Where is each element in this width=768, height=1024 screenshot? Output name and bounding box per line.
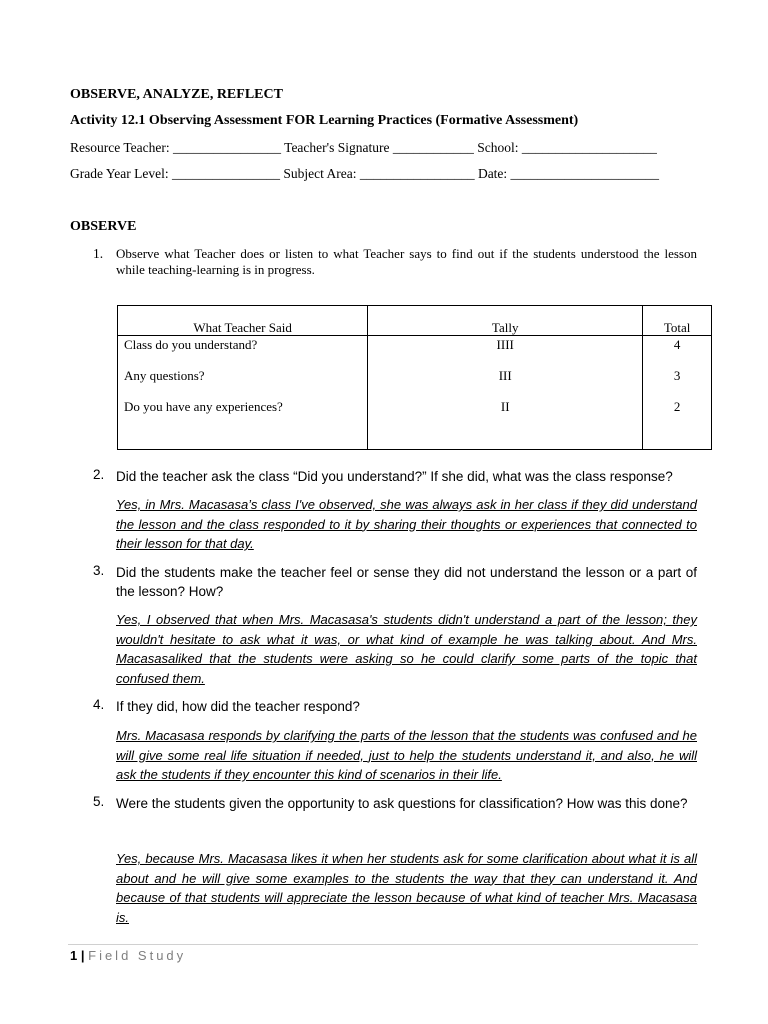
grade-level-line: Grade Year Level: ________________ Subject Area: _________________ Date: ______________________: [70, 166, 660, 181]
q5-answer: Yes, because Mrs. Macasasa likes it when her students ask for some clarification about what it is all about and he will give some examples to the students the way that they can understand it. And because of that students will appreciate the lesson because of what kind of teacher Mrs. Macasasa is.: [116, 851, 697, 925]
q4-text: If they did, how did the teacher respond?: [116, 699, 360, 714]
q2-text: Did the teacher ask the class “Did you understand?” If she did, what was the class response?: [116, 469, 673, 484]
q3-answer: Yes, I observed that when Mrs. Macasasa's students didn't understand a part of the lesson; they wouldn't hesitate to ask what it was, or what kind of example he was talking about. And Mrs. Macasasaliked that the students were asking so he could clarify some parts of the topic that confused them.: [116, 612, 697, 686]
q4-number: 4.: [93, 697, 105, 712]
tally-table: [117, 305, 712, 450]
resource-teacher-line: Resource Teacher: ________________ Teacher's Signature ____________ School: ____________________: [70, 140, 657, 155]
tally-cell: IIII: [496, 337, 514, 352]
footer-title: Field Study: [88, 948, 187, 963]
header-total: Total: [663, 320, 691, 335]
total-cell: 3: [673, 368, 681, 383]
footer-divider: [68, 944, 698, 945]
header-tally: Tally: [491, 320, 519, 335]
q2-answer: Yes, in Mrs. Macasasa’s class I've observed, she was always ask in her class if they did understand the lesson and the class responded to it by sharing their thoughts or experiences that connected to their lesson for that day.: [116, 497, 697, 551]
q5-number: 5.: [93, 794, 105, 809]
header-what-teacher-said: What Teacher Said: [193, 320, 292, 335]
said-cell: Class do you understand?: [124, 337, 258, 352]
footer-separator: |: [80, 948, 85, 963]
observe-heading: OBSERVE: [70, 219, 137, 234]
footer: [70, 948, 186, 963]
section-title: OBSERVE, ANALYZE, REFLECT: [70, 87, 283, 102]
total-column: [643, 306, 712, 450]
q1-text: Observe what Teacher does or listen to what Teacher says to find out if the students understood the lesson while teaching-learning is in progress.: [116, 246, 697, 277]
q3-text: Did the students make the teacher feel or sense they did not understand the lesson or a part of the lesson? How?: [116, 565, 697, 599]
q3-number: 3.: [93, 563, 105, 578]
total-cell: 2: [673, 399, 681, 414]
q1-number: 1.: [93, 246, 104, 261]
q2-number: 2.: [93, 467, 105, 482]
q4-answer: Mrs. Macasasa responds by clarifying the parts of the lesson that the students was confused and he will give some real life situation if needed, just to help the students understand it, and also, he will ask the students if they encounter this kind of scenarios in their life.: [116, 728, 697, 782]
tally-cell: II: [500, 399, 510, 414]
said-cell: Any questions?: [124, 368, 205, 383]
activity-title: Activity 12.1 Observing Assessment FOR Learning Practices (Formative Assessment): [70, 113, 579, 128]
said-column: [118, 306, 368, 450]
tally-column: [368, 306, 643, 450]
page-number: 1: [70, 948, 78, 963]
q5-text: Were the students given the opportunity to ask questions for classification? How was this done?: [116, 796, 688, 811]
said-cell: Do you have any experiences?: [124, 399, 283, 414]
tally-cell: III: [498, 368, 512, 383]
total-cell: 4: [673, 337, 681, 352]
